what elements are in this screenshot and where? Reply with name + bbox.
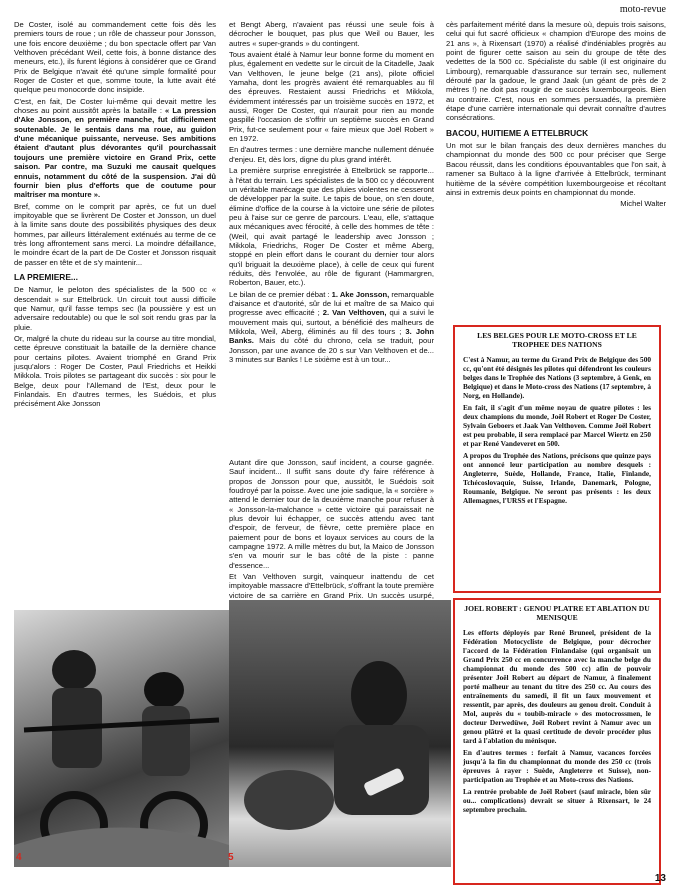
photo-number-left: 4: [16, 852, 22, 863]
box-title: LES BELGES POUR LE MOTO-CROSS ET LE TROPHEE DES NATIONS: [477, 331, 637, 349]
box-paragraph: C'est à Namur, au terme du Grand Prix de Belgique des 500 cc, qu'ont été désignés les pilotes qui défendront les couleurs belges dans le Trophée des Nations (3 septembre, à Genk, en Belgique) et dans le Moto-cross des Nations (17 septembre, à Norg, en Hollande).: [463, 355, 651, 400]
paragraph: En d'autres termes : une dernière manche nullement dénuée d'enjeu. Et, dès lors, digne du plus grand intérêt.: [229, 145, 434, 164]
sidebar-box-joel-robert: [453, 598, 661, 885]
box-paragraph: Les efforts déployés par René Bruneel, président de la Fédération Motocycliste de Belgique, pour décrocher l'accord de la Fédération Finlandaise (qui organisait un Grand Prix 250 cc en concurrence avec la manche belge du championnat du monde des 500 cc) afin de pouvoir présenter Joël Robert au départ de Namur, à finalement porté malheur au tenant du titre des 250 cc. Au cours des entraînements du samedi, il fit un faux mouvement et ressentit, par après, des douleurs au genou droit. Conduit à Mol, auprès du « toubib-miracle » des motocrossmen, le docteur Derwedüwe, Joël Robert revint à Namur avec un genou plâtré et la quasi certitude de devoir procéder plus tard à l'ablation du ménisque.: [463, 628, 651, 745]
article-column-2: [229, 20, 434, 420]
motocross-riders-photo: [14, 610, 229, 867]
sidebar-box-belgian-team: [453, 325, 661, 593]
paragraph: De Namur, le peloton des spécialistes de la 500 cc « descendait » sur Ettelbrück. Un circuit tout aussi difficile que Namur, qu'il fasse temps sec (la poussière y est un adversaire redoutable) ou que le sol soit rendu gras par la pluie.: [14, 285, 216, 332]
section-heading: BACOU, HUITIEME A ETTELBRUCK: [446, 127, 589, 138]
paragraph: Tous avaient étalé à Namur leur bonne forme du moment en plus, également en vedette sur le circuit de la Citadelle, Jaak Van Velthoven, le jeune belge (21 ans), pilote officiel Yamaha, dont les progrès avaient été remarquables au fil des épreuves. Restaient aussi Friedrichs et Mikkola, évidemment intéressés par un troisième succès en 1972, et aussi, Roger De Coster, qui n'aurait pour rien au monde gaspillé l'occasion de s'offrir un septième succès en Grand Prix, fut-ce seulement pour « faire mieux que Joël Robert » en 1972.: [229, 50, 434, 144]
riders-illustration: [14, 610, 229, 867]
box-paragraph: En d'autres termes : forfait à Namur, vacances forcées jusqu'à la fin du championnat du monde des 250 cc (trois épreuves à rayer : Suède, Angleterre et Suisse), non-participation au Trophée et au Moto-cross des Nations.: [463, 748, 651, 784]
paragraph: Bref, comme on le comprit par après, ce fut un duel impitoyable que se livrèrent De Coster et Jonsson, un duel à la limite sans doute des possibilités physiques des deux hommes, par ailleurs littéralement exténués au terme de ce très long affrontement sans merci. La moindre défaillance, le moindre écart de la part de De Coster et Jonsson risquait de passer en tête et de s'y maintenir...: [14, 201, 216, 267]
paragraph: Et Van Velthoven surgit, vainqueur inattendu de cet impitoyable massacre d'Ettelbrück, s'offrant la toute première victoire de sa carrière en Grand Prix. Un succès usurpé,: [229, 572, 434, 600]
paragraph: Autant dire que Jonsson, sauf incident, a course gagnée. Sauf incident... Il suffit sans doute d'y faire référence à propos de Jonsson pour que, aussitôt, le Suédois soit foudroyé par la poisse. Avec une joie sadique, la « sorcière » attend le dernier tour de la deuxième manche pour refuser à « Jonsson-la-malchance » cette victoire qui paraissait ne plus devoir lui échapper, ce succès attendu avec tant d'espoir, de ferveur, de fièvre, cette première place en paiement pour de bons et loyaux services au cours de la campagne 1972. A mille mètres du but, la Maico de Jonsson s'en va mourir sur le bas côté de la piste : panne d'essence...: [229, 458, 434, 570]
paragraph: cès parfaitement mérité dans la mesure où, depuis trois saisons, celui qui fut sacré officieux « champion d'Europe des moins de 21 ans », à Rixensart (1970) a réalisé d'indéniables progrès au point de figurer cette saison au sein du groupe de tête des vedettes de la 500 cc. Spécialiste du sable (il est originaire du Limbourg), remarquable d'assurance sur terrain sec, nullement dérouté par la gadoue, le grand Jaak (un géant de près de 2 mètres !) ne doit pas rougir de ce succès luxembourgeois. Bien au contraire. C'est, nous en sommes persuadés, la première étape d'une carrière internationale qui devrait connaître d'autres consécrations.: [446, 20, 666, 123]
rider-resting-photo: [229, 600, 451, 867]
paragraph: C'est, en fait, De Coster lui-même qui devait mettre les choses au point aussitôt après la bataille : « La pression d'Ake Jonsson, en première manche, fut difficilement soutenable. Je le sentais dans ma roue, au guidon d'une mécanique puissante, nerveuse. Ses ambitions étaient d'autant plus dévorantes qu'il pourchassait toujours une première victoire en Grand Prix, cette saison. Par contre, ma Suzuki me causait quelques ennuis, notamment du côté de la suspension. J'ai dû fournir bien plus d'efforts que de coutume pour maîtriser ma monture ».: [14, 96, 216, 200]
paragraph: De Coster, isolé au commandement cette fois dès les premiers tours de roue ; un rôle de chasseur pour Jonsson, une fois encore deuxième ; du bon spectacle offert par Van Velthoven précédant Weil, cette fois, à bonne distance des meneurs, etc.), ils furent légions à considérer que ce Grand Prix de Belgique n'avait été qu'une simple formalité pour Roger de Coster et que, somme toute, la lutte avait été quelque peu monocorde donc insipide.: [14, 20, 216, 95]
article-column-1: [14, 20, 216, 590]
paragraph: Or, malgré la chute du rideau sur la course au titre mondial, cette épreuve constituait la bataille de la dernière chance pour certains pilotes. Avaient triomphé en Grand Prix jusqu'alors : Roger De Coster, Paul Friedrichs et Heikki Mikkola. Trois pilotes se partageant dix succès : six pour le Belge, deux pour l'Allemand de l'Est, deux pour le Finlandais. En d'autres termes, les Suédois, et plus précisément Ake Jonsson: [14, 334, 216, 409]
article-column-2-continued: [229, 458, 434, 598]
paragraph: Un mot sur le bilan français des deux dernières manches du championnat du monde des 500 cc pour préciser que Serge Bacou réussit, dans les conditions épouvantables que l'on sait, à ramener sa Bultaco à la ligne d'arrivée à Ettelbrück, terminant huitième de la sévère compétition luxembourgeoise et récoltant ainsi in extremis deux points en championnat du monde.: [446, 141, 666, 197]
rider-drinking-illustration: [229, 600, 451, 867]
magazine-header: moto-revue: [619, 4, 666, 15]
section-heading: LA PREMIERE...: [14, 271, 78, 282]
photo-number-right: 5: [228, 852, 234, 863]
box-paragraph: La rentrée probable de Joël Robert (sauf miracle, bien sûr ou... complications) devrait se situer à Rixensart, le 24 septembre prochain.: [463, 787, 651, 814]
paragraph: La première surprise enregistrée à Ettelbrück se rapporte... à l'état du terrain. Les spécialistes de la 500 cc y découvrent un véritable marécage que des pluies violentes ne cesseront de développer par la suite. Le tapis de boue, on s'en doute, élimine d'office de la course à la victoire une série de pilotes peu à l'aise sur ce genre de parcours. L'eau, elle, s'attaque aux mécaniques avec férocité, à celle des hommes de tête : (Weil, qui avait partagé le leadership avec Jonsson ; Mikkola, Friedrichs, Roger De Coster et même Aberg, stoppé en plein effort dans le courant du dernier tour alors qu'il briguait la deuxième place), à celle de ceux qui furent réduits, dès l'envolée, au rôle de figurant (Hammargren, Roberton, Bauer, etc.).: [229, 166, 434, 288]
paragraph: et Bengt Aberg, n'avaient pas réussi une seule fois à décrocher le bouquet, pas plus que Weil ou Bauer, les autres « super-grands » du contingent.: [229, 20, 434, 48]
box-title: JOEL ROBERT : GENOU PLATRE ET ABLATION DU MENISQUE: [464, 604, 650, 622]
page-number: 13: [654, 873, 666, 884]
author-signature: Michel Walter: [620, 199, 666, 209]
box-paragraph: En fait, il s'agit d'un même noyau de quatre pilotes : les deux champions du monde, Joël Robert et Roger De Coster, Sylvain Geboers et Jaak Van Velthoven. Comme Joël Robert est peu probable, il sera remplacé par Marcel Wiertz en 250 et par René Vandeveret en 500.: [463, 403, 651, 448]
article-column-3: [446, 20, 666, 345]
box-paragraph: A propos du Trophée des Nations, précisons que quinze pays ont annoncé leur participation au nombre desquels : Angleterre, Suède, Hollande, France, Italie, Finlande, Tchécoslovaquie, Suisse, Irlande, Danemark, Pologne, Roumanie, Belgique. Ne seront pas présents : les deux Allemagnes, l'URSS et l'Espagne.: [463, 451, 651, 505]
paragraph: Le bilan de ce premier débat : 1. Ake Jonsson, remarquable d'aisance et d'autorité, sûr de lui et maître de sa Maico qui progresse avec efficacité ; 2. Van Velthoven, qui a suivi le mouvement mais qui, surtout, a bénéficié des malheurs de Mikkola, Weil, Aberg, éliminés au fil des tours ; 3. John Banks. Mais du côté du chrono, cela se traduit, pour Jonsson, par une avance de 20 s sur Van Velthoven et de... 3 minutes sur Banks ! Le sixième est à un tour...: [229, 289, 434, 365]
